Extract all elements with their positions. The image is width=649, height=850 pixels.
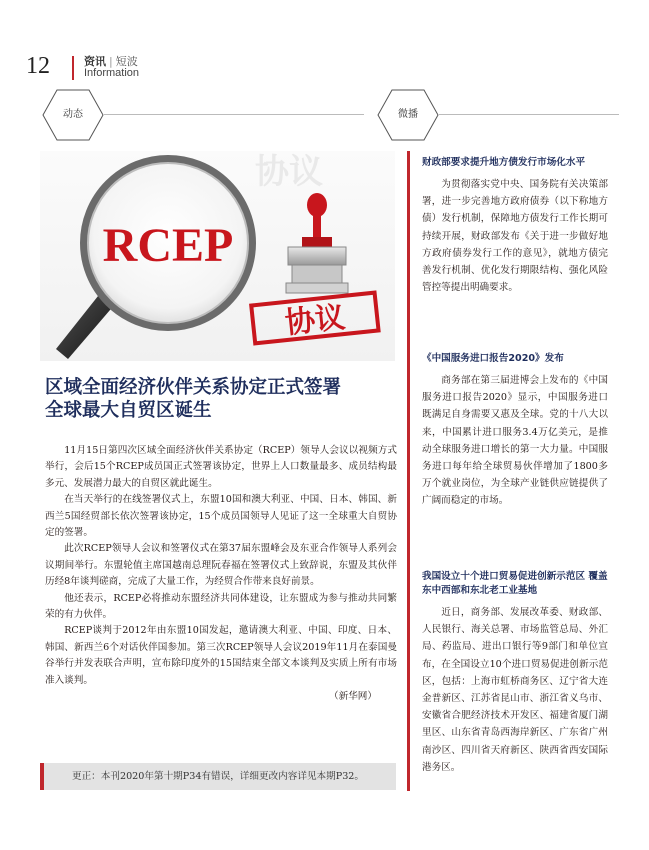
seal-mark xyxy=(251,293,378,345)
badge-dongtai xyxy=(42,89,104,141)
news-title: 我国设立十个进口贸易促进创新示范区 覆盖东中西部和东北老工业基地 xyxy=(422,571,608,596)
erratum-accent xyxy=(40,763,44,790)
header-divider xyxy=(72,56,74,80)
hero-image xyxy=(40,151,395,361)
news-item xyxy=(422,352,608,510)
news-text: 为贯彻落实党中央、国务院有关决策部署，进一步完善地方政府债券（以下称地方债）发行机制，保障地方债发行工作长期可持续开展，财政部发布《关于进一步做好地方政府债券发行工作的意见》，就地方债完善发行机制、优化发行期限结构、强化风险管控等提出明确要求。 xyxy=(422,179,608,294)
title-line-1: 区域全面经济伙伴关系协定正式签署 xyxy=(45,377,342,398)
background-watermark: 协议 xyxy=(255,152,323,192)
news-title: 财政部要求提升地方债发行市场化水平 xyxy=(422,157,586,168)
article-title xyxy=(45,376,405,422)
badge-label: 动态 xyxy=(63,109,83,120)
rcep-text: RCEP xyxy=(102,219,234,272)
erratum-text: 更正：本刊2020年第十期P34有错误，详细更改内容详见本期P32。 xyxy=(72,771,364,782)
paragraph: 在当天举行的在线签署仪式上，东盟10国和澳大利亚、中国、日本、韩国、新西兰5国经贸部长依次签署该协定，15个成员国领导人见证了这一全球重大自贸协定的签署。 xyxy=(45,494,397,539)
subsection-name: 短波 xyxy=(115,55,138,68)
left-rule xyxy=(104,114,364,115)
news-text: 商务部在第三届进博会上发布的《中国服务进口报告2020》显示，中国服务进口既满足自身需要又惠及全球。党的十八大以来，中国累计进口服务3.4万亿美元，是推动全球服务进口增长的第一大力量。中国服务进口每年给全球贸易伙伴增加了1800多万个就业岗位，为全球产业链供应链提供了广阔而稳定的市场。 xyxy=(422,375,608,507)
stamp-icon xyxy=(286,193,348,293)
news-text: 近日，商务部、发展改革委、财政部、人民银行、海关总署、市场监管总局、外汇局、药监局、进出口银行等9部门和单位宣布，在全国设立10个进口贸易促进创新示范区，包括：上海市虹桥商务区、辽宁省大连金普新区、江苏省昆山市、浙江省义乌市、安徽省合肥经济技术开发区、福建省厦门湖里区、山东省青岛西海岸新区、广东省广州南沙区、四川省天府新区、陕西省西安国际港务区。 xyxy=(422,607,608,773)
article-body xyxy=(45,443,397,706)
news-item xyxy=(422,570,608,776)
paragraph: 他还表示，RCEP必将推动东盟经济共同体建设，让东盟成为参与推动共同繁荣的有力伙伴。 xyxy=(45,592,397,621)
right-rule xyxy=(439,114,619,115)
paragraph: 11月15日第四次区域全面经济伙伴关系协定（RCEP）领导人会议以视频方式举行，会后15个RCEP成员国正式签署该协定，世界上人口数量最多、成员结构最多元、发展潜力最大的自贸区就此诞生。 xyxy=(45,445,397,489)
news-item xyxy=(422,156,608,296)
erratum-notice xyxy=(40,763,396,790)
column-accent-bar xyxy=(407,151,410,791)
section-name-en: Information xyxy=(84,67,140,79)
section-name: 资讯 xyxy=(84,55,106,68)
badge-weibo xyxy=(377,89,439,141)
rcep-illustration xyxy=(40,151,395,361)
badge-label: 微播 xyxy=(398,109,418,120)
title-line-2: 全球最大自贸区诞生 xyxy=(45,400,212,421)
source-credit: （新华网） xyxy=(329,691,377,703)
seal-text: 协议 xyxy=(283,299,347,342)
news-title: 《中国服务进口报告2020》发布 xyxy=(422,353,564,364)
page-number: 12 xyxy=(26,53,50,79)
section-separator: | xyxy=(109,55,113,68)
paragraph: RCEP谈判于2012年由东盟10国发起，邀请澳大利亚、中国、印度、日本、韩国、新西兰6个对话伙伴国参加。第三次RCEP领导人会议2019年11月在泰国曼谷举行并发表联合声明，宣布除印度外的15国结束全部文本谈判及实质上所有市场准入谈判。 xyxy=(45,625,397,686)
paragraph: 此次RCEP领导人会议和签署仪式在第37届东盟峰会及东亚合作领导人系列会议期间举行。东盟轮值主席国越南总理阮春福在签署仪式上致辞说，东盟及其伙伴历经8年谈判磋商，完成了大量工作，为经贸合作带来良好前景。 xyxy=(45,543,397,588)
